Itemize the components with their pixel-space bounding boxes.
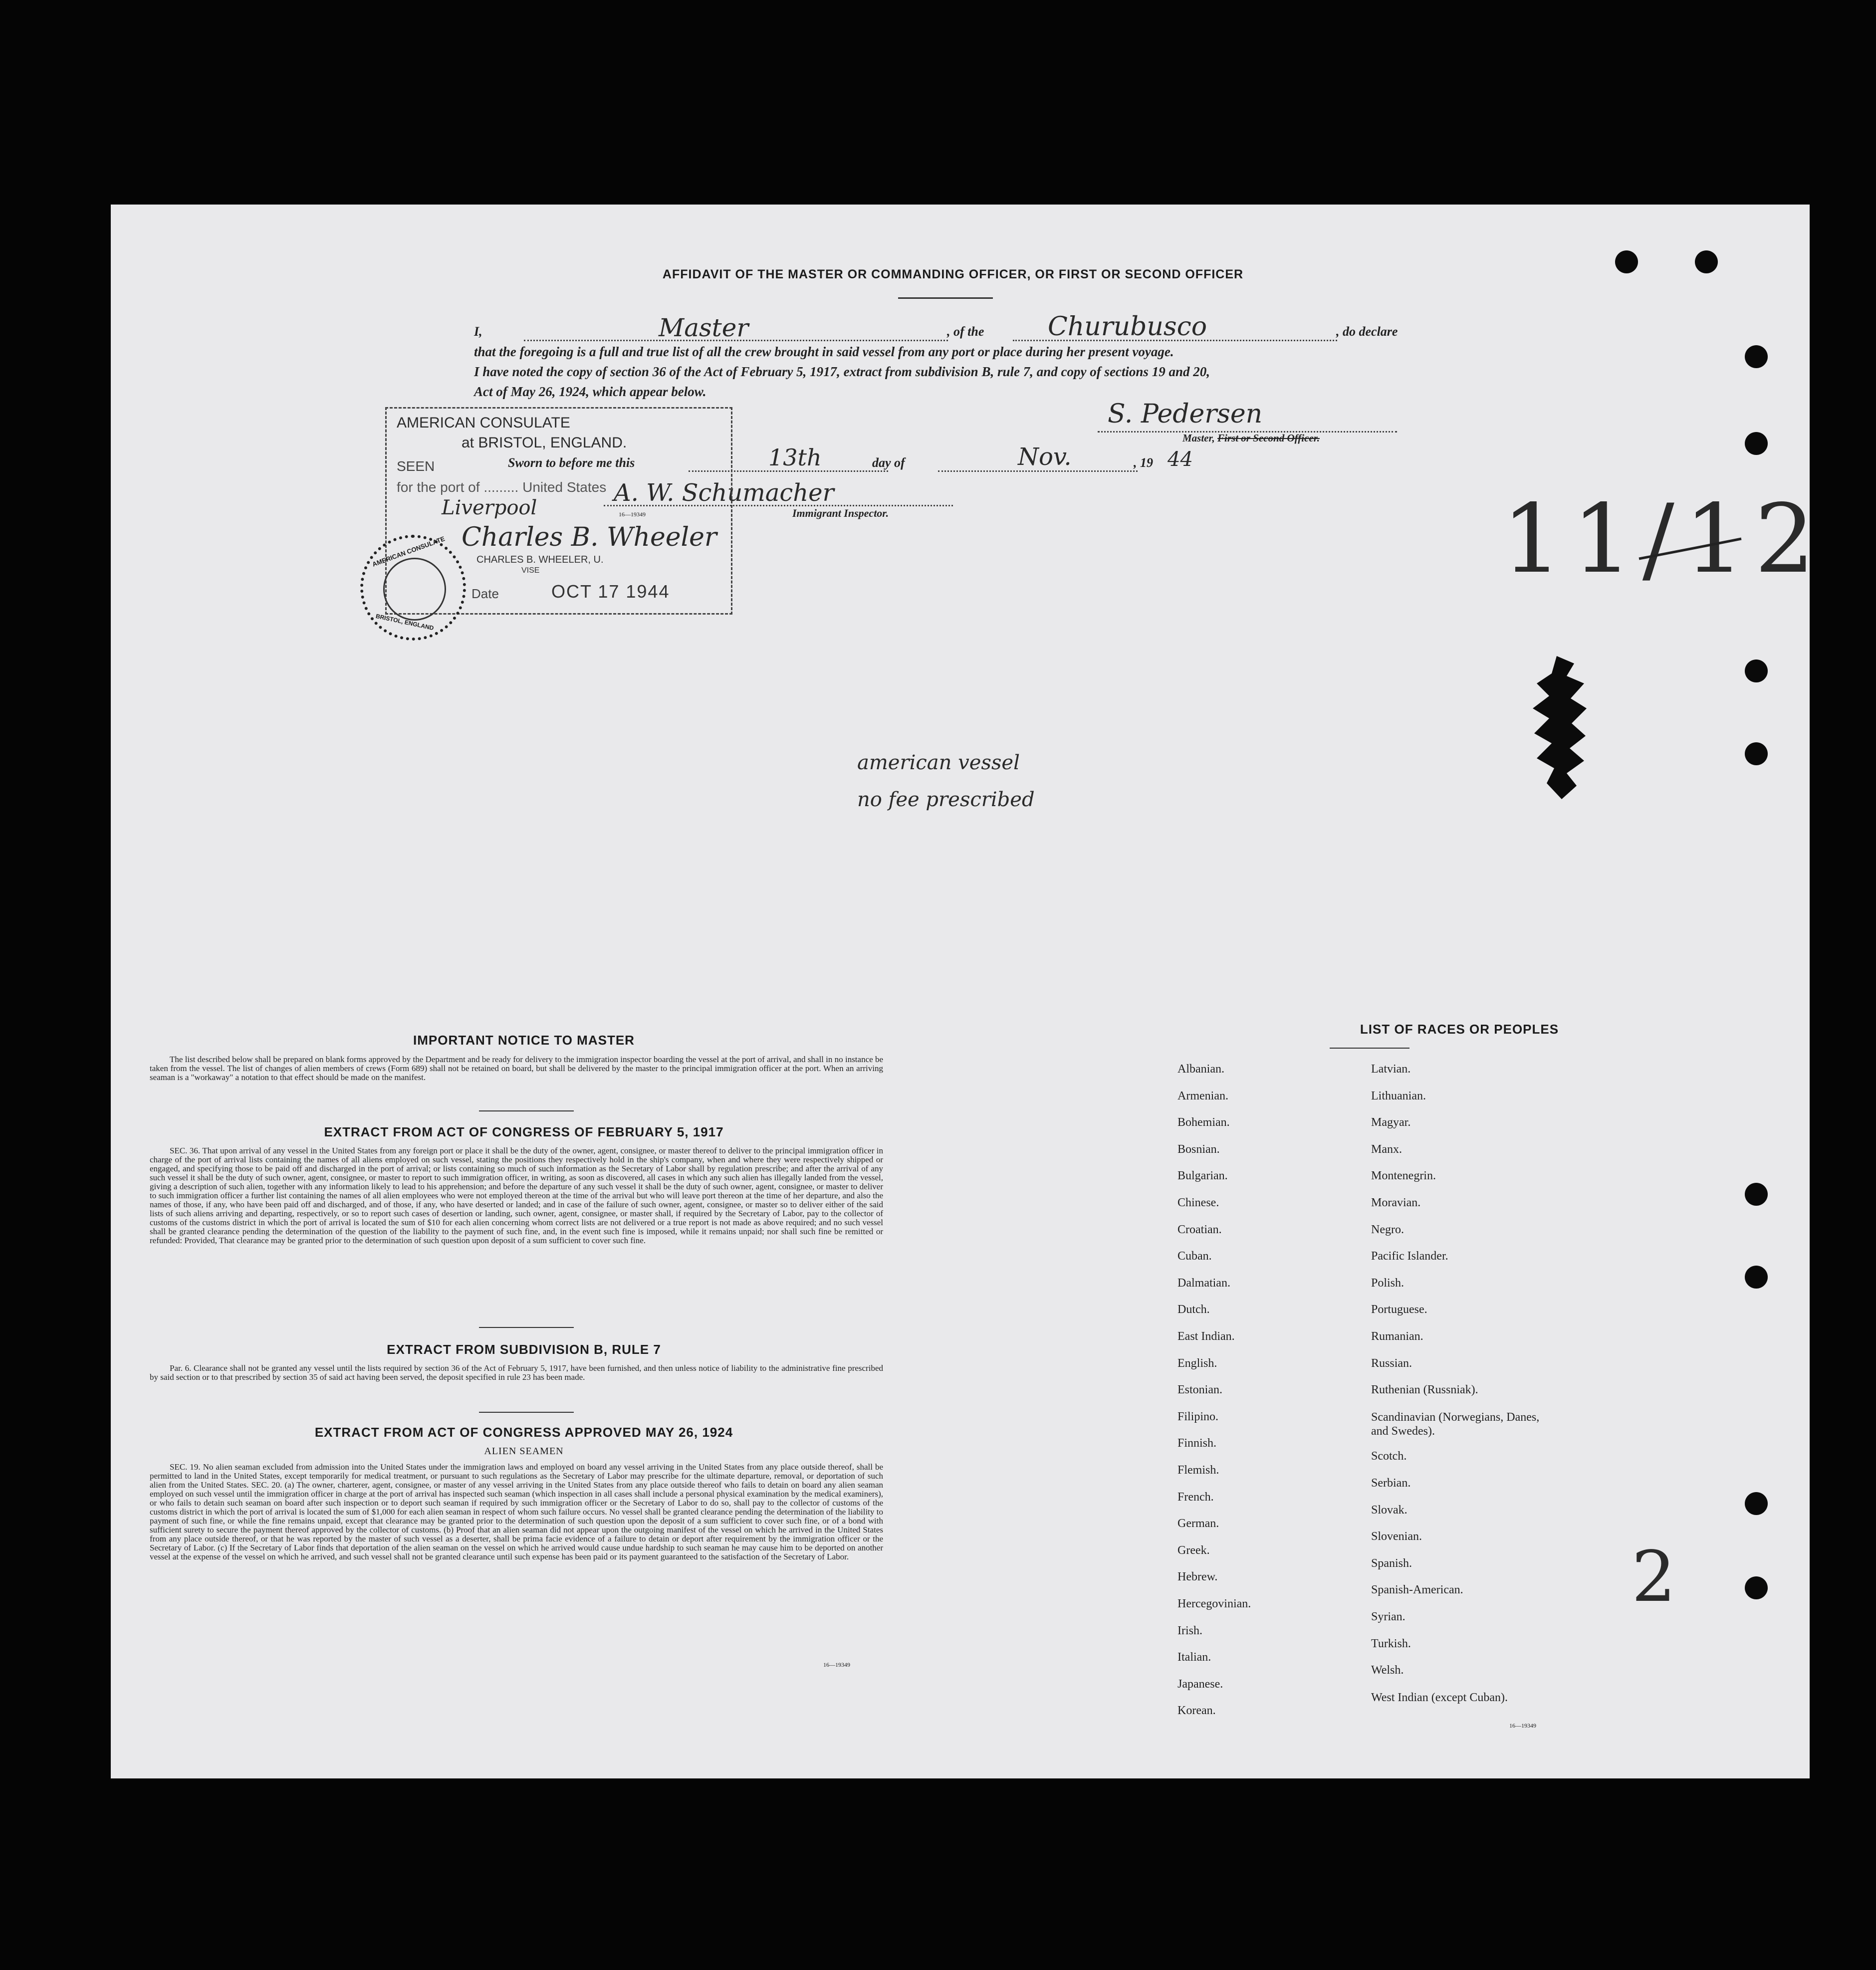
race-item: Flemish. [1177,1464,1219,1477]
race-item: Bulgarian. [1177,1169,1228,1183]
race-item: Portuguese. [1371,1303,1427,1316]
binder-hole [1745,432,1768,455]
officer-value: Master [659,313,749,342]
rule-7-title: EXTRACT FROM SUBDIVISION B, RULE 7 [387,1342,661,1357]
race-item: Korean. [1177,1704,1216,1718]
race-item: Syrian. [1371,1610,1406,1623]
race-item: English. [1177,1356,1217,1370]
stamp-date-value: OCT 17 1944 [551,581,670,602]
notice-divider [479,1110,574,1111]
races-divider [1330,1048,1409,1049]
race-item: Scotch. [1371,1450,1407,1463]
consulate-seal [360,535,466,641]
rule-7-text: Par. 6. Clearance shall not be granted any vessel until the lists required by section 36 of the Act of February 5, 1917, have been furnished, and then unless notice of liability to the administrative fine prescribed by said section or to that prescribed by section 35 of said act having been served, the deposit specified in rule 23 has been made. [150,1363,883,1382]
day-of-label: day of [872,455,905,470]
race-item: Japanese. [1177,1677,1223,1691]
race-item: Polish. [1371,1276,1405,1290]
notice-text: The list described below shall be prepared on blank forms approved by the Department and be ready for delivery to the immigration inspector boarding the vessel at the port of arrival, and shall in no instance be taken from the vessel. The list of changes of alien members of crews (Form 689) shall not be retained on board, but shall be delivered by the master to the principal immigration officer at the port. When an arriving seaman is a "workaway" a notation to that effect should be made on the manifest. [150,1055,883,1082]
races-title: LIST OF RACES OR PEOPLES [1360,1022,1559,1037]
race-item: French. [1177,1490,1214,1504]
year-value: 44 [1168,448,1193,471]
stamp-line-3: SEEN [397,458,435,474]
form-number-top: 16—19349 [619,511,646,518]
extract-1917-divider [479,1327,574,1328]
race-item: Slovenian. [1371,1530,1422,1543]
stamp-signer-typed: CHARLES B. WHEELER, U. [476,554,604,565]
rule-7-divider [479,1412,574,1413]
race-item: Negro. [1371,1223,1404,1236]
stamp-port-value: Liverpool [442,496,537,519]
binder-hole [1745,345,1768,368]
inspector-signature: A. W. Schumacher [614,479,834,507]
binder-hole [1745,1492,1768,1515]
vessel-note-1: american vessel [857,751,1020,774]
race-item: Dalmatian. [1177,1276,1230,1290]
signature-caption-officer: First or Second Officer. [1217,432,1320,444]
race-item: Rumanian. [1371,1330,1423,1343]
race-item: Montenegrin. [1371,1169,1436,1183]
date-note: 11/12 [1502,484,1825,594]
race-item: Armenian. [1177,1089,1228,1102]
do-declare-label: , do declare [1336,324,1398,339]
eagle-icon [383,558,446,621]
race-item: Estonian. [1177,1383,1222,1397]
race-item: Slovak. [1371,1503,1407,1517]
race-item: Dutch. [1177,1303,1210,1316]
race-item: Finnish. [1177,1437,1217,1450]
race-item: Hebrew. [1177,1570,1218,1584]
signature-caption-master: Master, [1182,432,1215,444]
race-item: Bosnian. [1177,1142,1220,1156]
title-divider [898,297,993,299]
race-item: Russian. [1371,1356,1412,1370]
race-item: Chinese. [1177,1196,1219,1209]
race-item: Spanish-American. [1371,1583,1463,1597]
race-item: East Indian. [1177,1330,1235,1343]
of-the-label: , of the [947,324,984,339]
notice-title: IMPORTANT NOTICE TO MASTER [413,1033,635,1048]
extract-1917-title: EXTRACT FROM ACT OF CONGRESS OF FEBRUARY 5, 1917 [324,1124,724,1139]
stamp-signer-signature: Charles B. Wheeler [462,522,717,552]
race-item: Irish. [1177,1624,1202,1637]
race-item: Albanian. [1177,1063,1224,1076]
race-item: German. [1177,1517,1219,1531]
stamp-line-4: for the port of ......... United States [397,479,607,495]
binder-hole [1745,742,1768,765]
race-item: Bohemian. [1177,1116,1230,1129]
race-item: Cuban. [1177,1250,1212,1263]
stamp-line-2: at BRISTOL, ENGLAND. [462,435,627,451]
sworn-label: Sworn to before me this [508,455,635,470]
stamp-line-1: AMERICAN CONSULATE [397,415,570,431]
race-item: Turkish. [1371,1637,1411,1650]
race-item: Greek. [1177,1543,1210,1557]
stamp-date-label: Date [471,586,499,601]
form-number-bottom: 16—19349 [823,1661,850,1668]
binder-hole [1745,1266,1768,1289]
binder-hole [1745,1576,1768,1599]
binder-hole [1695,250,1718,273]
date-note-underline [1637,529,1746,569]
affidavit-line-2: that the foregoing is a full and true list of all the crew brought in said vessel from any port or place during her present voyage. [474,344,1174,359]
binder-hole [1615,250,1638,273]
extract-1924-title: EXTRACT FROM ACT OF CONGRESS APPROVED MAY 26, 1924 [314,1425,733,1440]
race-item: Latvian. [1371,1063,1411,1076]
race-item: Scandinavian (Norwegians, Danes, and Swedes). [1371,1410,1540,1438]
race-item: Italian. [1177,1651,1211,1664]
race-item: Filipino. [1177,1410,1219,1423]
day-value: 13th [768,444,822,471]
race-item: Manx. [1371,1142,1402,1156]
race-item: Ruthenian (Russniak). [1371,1383,1478,1397]
affidavit-line-3: I have noted the copy of section 36 of the Act of February 5, 1917, extract from subdivision B, rule 7, and copy of sections 19 and 20, [474,364,1210,379]
inspector-caption: Immigrant Inspector. [792,507,889,519]
race-item: Pacific Islander. [1371,1250,1448,1263]
seal-bottom-text: BRISTOL, ENGLAND [375,612,435,632]
race-item: Moravian. [1371,1196,1421,1209]
master-signature: S. Pedersen [1108,399,1263,429]
race-item: Magyar. [1371,1116,1411,1129]
month-value: Nov. [1018,443,1072,471]
binder-hole [1745,659,1768,682]
race-item: Hercegovinian. [1177,1597,1251,1610]
race-item: Spanish. [1371,1556,1412,1570]
extract-1924-text: SEC. 19. No alien seaman excluded from admission into the United States under the immigration laws and employed on board any vessel arriving in the United States from any place outside thereof, shall be permitted to land in the United States, except temporarily for medical treatment, or pursuant to such regulations as the Secretary of Labor may prescribe for the ultimate departure, removal, or deportation of such alien from the United States. SEC. 20. (a) The owner, charterer, agent, consignee, or master of any vessel arriving in the United States from any place outside thereof who fails to detain on board any alien seaman employed on such vessel until the immigration officer in charge at the port of arrival has inspected such seaman (which inspection in all cases shall include a personal physical examination by the medical examiners), or who fails to detain such seaman on board after such inspection or to deport such seaman if required by such immigration officer or the Secretary of Labor to do so, shall pay to the collector of customs of the customs district in which the port of arrival is located the sum of $1,000 for each alien seaman in respect of whom such failure occurs. No vessel shall be granted clearance pending the determination of the liability to payment of such fine, or while the fine remains unpaid, except that clearance may be granted prior to the determination of such question upon the deposit of a sum sufficient to cover such fine, or of a bond with sufficient surety to secure the payment thereof approved by the collector of customs. (b) Proof that an alien seaman did not appear upon the outgoing manifest of the vessel on which he arrived in the United States from any place outside thereof, or that he was reported by the master of such vessel as a deserter, shall be prima facie evidence of a failure to detain or deport after requirement by the immigration officer or the Secretary of Labor. (c) If the Secretary of Labor finds that deportation of the alien seaman on the vessel on which he arrived would cause undue hardship to such seaman he may cause him to be deported on another vessel at the expense of the vessel on which he arrived, and such vessel shall not be granted clearance until such expense has been paid or its payment guaranteed to the satisfaction of the Secretary of Labor. [150,1462,883,1561]
affidavit-line-4: Act of May 26, 1924, which appear below. [474,384,706,399]
page-mark: 2 [1632,1536,1676,1618]
race-item: Croatian. [1177,1223,1222,1236]
affidavit-intro: I, [474,324,482,339]
signature-caption [1182,432,1320,444]
vessel-value: Churubusco [1048,312,1207,342]
extract-1924-subtitle: ALIEN SEAMEN [484,1446,564,1457]
race-item: Lithuanian. [1371,1089,1426,1102]
race-item: Welsh. [1371,1664,1404,1677]
binder-hole [1745,1183,1768,1206]
ink-blot [1527,654,1592,803]
race-item: Serbian. [1371,1477,1411,1490]
seal-top-text: AMERICAN CONSULATE [371,535,446,568]
year-prefix: , 19 [1134,455,1153,470]
race-item: West Indian (except Cuban). [1371,1691,1508,1704]
extract-1917-text: SEC. 36. That upon arrival of any vessel in the United States from any foreign port or place it shall be the duty of the owner, agent, consignee, or master thereof to deliver to the principal immigration officer in charge of the port of arrival lists containing the names of all aliens employed on such vessel, stating the positions they respectively hold in the ship's company, when and where they were respectively shipped or engaged, and specifying those to be paid off and discharged in the port of arrival; or lists containing so much of such information as the Secretary of Labor shall by regulation prescribe; and after the arrival of any such vessel it shall be the duty of such owner, agent, consignee, or master to report to such immigration officer, in writing, as soon as discovered, all cases in which any such alien has illegally landed from the vessel, giving a description of such alien, together with any information likely to lead to his apprehension; and before the departure of any such vessel it shall be the duty of such owner, agent, consignee, or master to deliver to such immigration officer a further list containing the names of all alien employees who were not employed thereon at the time of the arrival but who will leave port thereon at the time of her departure, and also the names of those, if any, who have been paid off and discharged, and of those, if any, who have deserted or landed; and in case of the failure of such owner, agent, consignee, or master so to deliver either of the said lists of such aliens arriving and departing, respectively, or so to report such cases of desertion or landing, such owner, agent, consignee, or master shall, if required by the Secretary of Labor, pay to the collector of customs of the customs district in which the port of arrival is located the sum of $10 for each alien concerning whom correct lists are not delivered or a true report is not made as above required; and no such vessel shall be granted clearance pending the determination of the question of the liability to the payment of such fine, and, in the event such fine is imposed, while it remains unpaid; nor shall such fine be remitted or refunded: Provided, That clearance may be granted prior to the determination of such question upon deposit of a sum sufficient to cover such fine. [150,1146,883,1245]
vessel-note-2: no fee prescribed [857,788,1035,811]
stamp-signer-title: VISE [521,566,540,575]
affidavit-title: AFFIDAVIT OF THE MASTER OR COMMANDING OFFICER, OR FIRST OR SECOND OFFICER [662,267,1244,281]
form-number-races: 16—19349 [1509,1722,1536,1729]
